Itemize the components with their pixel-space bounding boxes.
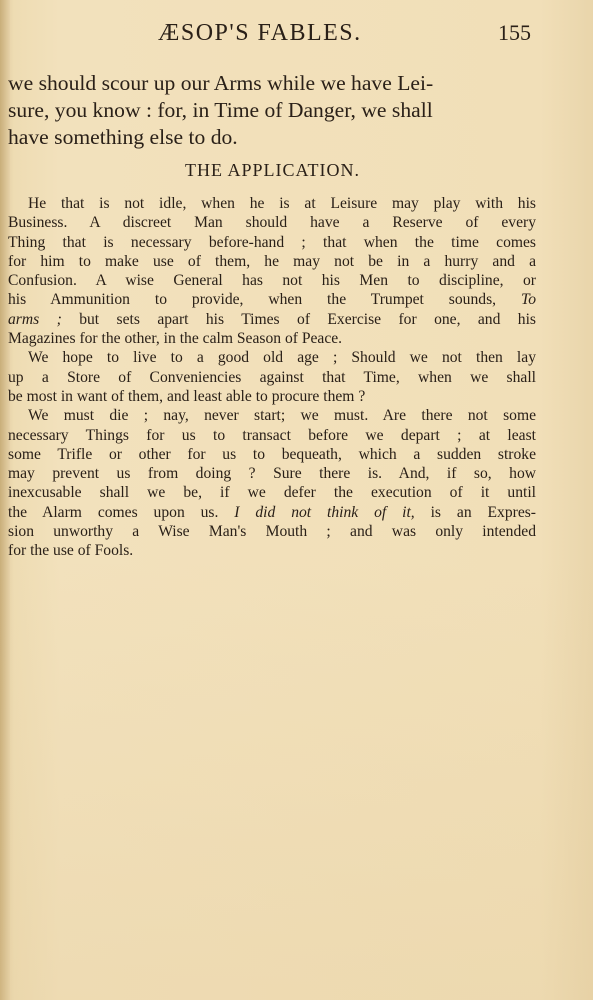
- text-line: inexcusable shall we be, if we defer the execution of it until: [8, 484, 536, 502]
- italic-segment: I did not think of it,: [234, 503, 415, 521]
- italic-segment: arms ;: [8, 310, 62, 328]
- text-line: necessary Things for us to transact before we depart ; at least: [8, 426, 536, 444]
- text-line: Magazines for the other, in the calm Season of Peace.: [8, 330, 343, 348]
- text-segment: the Alarm comes upon us.: [8, 503, 235, 521]
- text-line: [8, 290, 536, 309]
- text-line: some Trifle or other for us to bequeath, which a sudden stroke: [8, 445, 536, 463]
- intro-line: have something else to do.: [8, 125, 238, 149]
- text-line: [8, 310, 536, 329]
- text-line: He that is not idle, when he is at Leisure may play with his: [28, 195, 536, 212]
- intro-line: sure, you know : for, in Time of Danger, we shall: [8, 98, 433, 122]
- page-header: [0, 18, 593, 50]
- intro-line: we should scour up our Arms while we have Lei-: [8, 71, 434, 95]
- text-line: Business. A discreet Man should have a Reserve of every: [8, 214, 536, 232]
- text-line: We hope to live to a good old age ; Should we not then lay: [28, 349, 536, 367]
- text-segment: is an Expres-: [414, 503, 537, 521]
- text-line: sion unworthy a Wise Man's Mouth ; and was only intended: [8, 523, 536, 541]
- text-line: may prevent us from doing ? Sure there is. And, if so, how: [8, 465, 536, 483]
- application-text: [8, 194, 536, 561]
- section-heading: THE APPLICATION.: [184, 160, 360, 180]
- text-line: [8, 503, 536, 522]
- page-number: 155: [498, 20, 531, 45]
- text-line: be most in want of them, and least able to procure them ?: [8, 387, 366, 405]
- text-line: for the use of Fools.: [8, 542, 134, 560]
- text-segment: his Ammunition to provide, when the Trumpet sounds,: [8, 291, 521, 309]
- running-head: ÆSOP'S FABLES.: [158, 20, 362, 46]
- text-line: up a Store of Conveniencies against that Time, when we shall: [8, 368, 536, 386]
- paper-stain: [0, 560, 593, 1000]
- text-line: We must die ; nay, never start; we must. Are there not some: [28, 407, 536, 425]
- intro-paragraph: [8, 70, 536, 151]
- text-line: Thing that is necessary before-hand ; that when the time comes: [8, 233, 536, 251]
- text-segment: but sets apart his Times of Exercise for one, and his: [61, 310, 536, 328]
- text-line: for him to make use of them, he may not be in a hurry and a: [8, 252, 536, 270]
- text-line: Confusion. A wise General has not his Men to discipline, or: [8, 272, 536, 290]
- italic-segment: To: [520, 291, 536, 309]
